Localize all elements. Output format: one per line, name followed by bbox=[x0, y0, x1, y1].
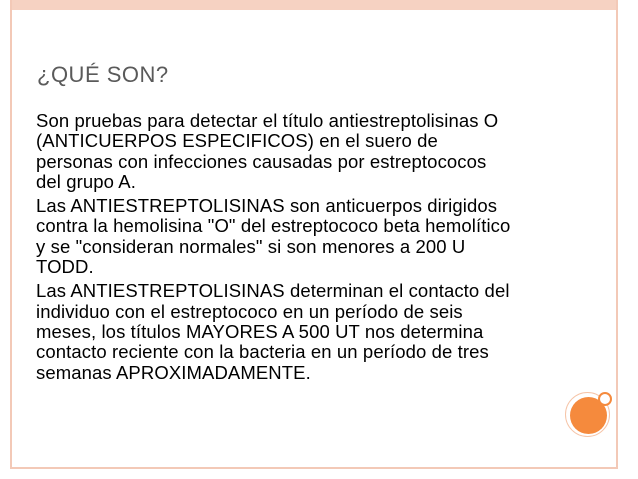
text-line: (ANTICUERPOS ESPECIFICOS) en el suero de bbox=[36, 130, 438, 152]
text-line: personas con infecciones causadas por estreptococos bbox=[36, 150, 487, 172]
paragraph-definition bbox=[36, 111, 596, 192]
text-line: semanas APROXIMADAMENTE. bbox=[36, 361, 311, 383]
paragraph-antibodies bbox=[36, 196, 596, 277]
text-line: Son pruebas para detectar el título antiestreptolisinas O bbox=[36, 110, 499, 131]
text-line: del grupo A. bbox=[36, 170, 136, 192]
text-line: Las ANTIESTREPTOLISINAS son anticuerpos dirigidos bbox=[36, 195, 498, 217]
decorative-circle-small bbox=[598, 392, 612, 406]
text-line: contra la hemolisina "O" del estreptococo beta hemolítico bbox=[36, 215, 511, 237]
text-line: contacto reciente con la bacteria en un período de tres bbox=[36, 341, 489, 363]
text-line: individuo con el estreptococo en un período de seis bbox=[36, 300, 463, 322]
paragraph-contact bbox=[36, 281, 596, 382]
text-line: meses, los títulos MAYORES A 500 UT nos determina bbox=[36, 320, 484, 342]
text-line: y se "consideran normales" si son menores a 200 U bbox=[36, 235, 466, 257]
text-line: TODD. bbox=[36, 256, 94, 278]
slide-body bbox=[36, 111, 596, 387]
slide-title: ¿QUÉ SON? bbox=[37, 62, 169, 87]
text-line: Las ANTIESTREPTOLISINAS determinan el contacto del bbox=[36, 280, 510, 302]
